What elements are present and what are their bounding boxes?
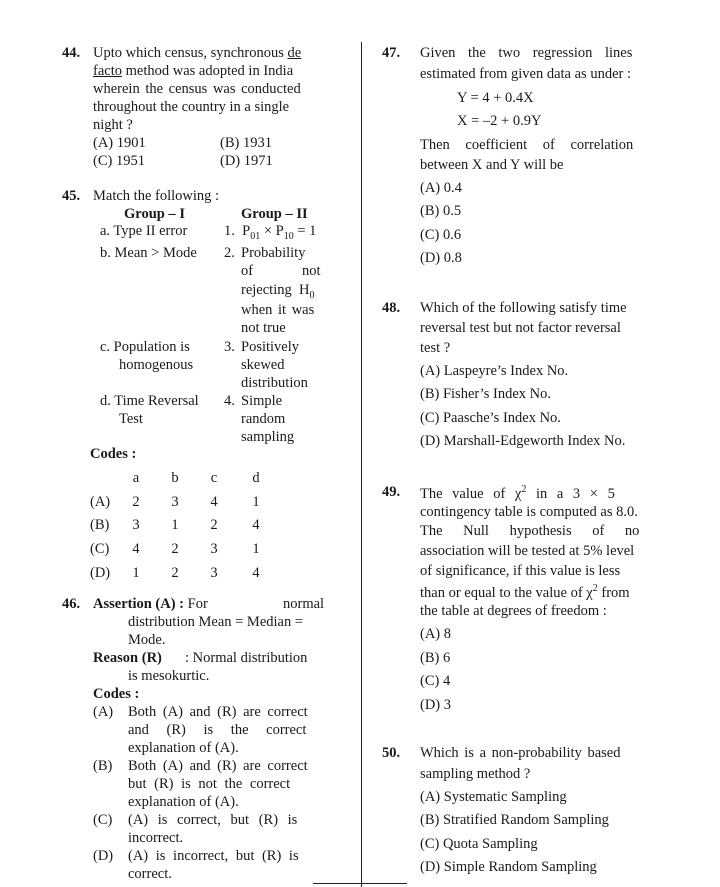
option-c-text: (A) is correct, but (R) is [128, 812, 298, 828]
group-1-item-c: homogenous [119, 357, 194, 373]
option-b-text: explanation of (A). [128, 794, 239, 810]
option-d[interactable]: (D) 3 [420, 697, 452, 713]
group-2-item-2: Probability [241, 245, 306, 261]
option-a[interactable]: (A) 8 [420, 626, 452, 642]
question-text: test ? [420, 340, 451, 356]
option-a-text: and (R) is the correct [128, 722, 307, 738]
code-option-d[interactable]: (D) [90, 565, 111, 581]
column-divider [361, 42, 362, 887]
question-text: of significance, if this value is less [420, 563, 621, 579]
code-header: c [210, 470, 218, 486]
question-text: Upto which census, synchronous de [93, 45, 302, 61]
option-b[interactable]: (B) Stratified Random Sampling [420, 812, 609, 828]
option-b[interactable]: (B) 1931 [220, 135, 272, 151]
code-cell: 2 [171, 541, 179, 557]
option-c[interactable]: (C) 1951 [93, 153, 145, 169]
question-text: Given the two regression lines [420, 45, 633, 61]
reason-text: is mesokurtic. [128, 668, 210, 684]
group-2-item-3: skewed [241, 357, 285, 373]
assertion-text: distribution Mean = Median = [128, 614, 304, 630]
option-d-text: (A) is incorrect, but (R) is [128, 848, 299, 864]
group-2-item-4-num: 4. [224, 393, 235, 409]
option-b[interactable]: (B) Fisher’s Index No. [420, 386, 552, 402]
group-1-item-d: Test [119, 411, 143, 427]
code-header: a [132, 470, 140, 486]
code-cell: 3 [210, 565, 218, 581]
question-text: wherein the census was conducted [93, 81, 301, 97]
group-1-item-a: a. Type II error [100, 223, 188, 239]
option-c[interactable]: (C) Quota Sampling [420, 836, 538, 852]
code-cell: 4 [132, 541, 140, 557]
question-number: 44. [62, 45, 81, 61]
group-2-item-4: sampling [241, 429, 295, 445]
question-text: Which of the following satisfy time [420, 300, 627, 316]
question-text: Then coefficient of correlation [420, 137, 634, 153]
option-a[interactable]: (A) Systematic Sampling [420, 789, 567, 805]
group-2-item-1: 1. $P_{01} \times P_{10} = 1$ [224, 223, 317, 242]
code-cell: 3 [210, 541, 218, 557]
assertion-text: Mode. [128, 632, 166, 648]
option-d[interactable]: (D) [93, 848, 114, 864]
option-d[interactable]: (D) Marshall-Edgeworth Index No. [420, 433, 626, 449]
option-d[interactable]: (D) Simple Random Sampling [420, 859, 597, 875]
codes-label: Codes : [93, 686, 140, 702]
option-b[interactable]: (B) 0.5 [420, 203, 462, 219]
footer-rule [313, 883, 407, 884]
option-c[interactable]: (C) 0.6 [420, 227, 462, 243]
group-2-item-4: Simple [241, 393, 283, 409]
option-d[interactable]: (D) 0.8 [420, 250, 462, 266]
option-b-text: Both (A) and (R) are correct [128, 758, 308, 774]
option-b-text: but (R) is not the correct [128, 776, 291, 792]
option-b[interactable]: (B) [93, 758, 113, 774]
option-a[interactable]: (A) [93, 704, 114, 720]
reason-label: Reason (R) [93, 650, 162, 666]
option-a[interactable]: (A) Laspeyre’s Index No. [420, 363, 569, 379]
question-number: 48. [382, 300, 401, 316]
question-text: throughout the country in a single [93, 99, 290, 115]
code-cell: 3 [132, 517, 140, 533]
question-number: 47. [382, 45, 401, 61]
option-a-text: explanation of (A). [128, 740, 239, 756]
equation-1: Y = 4 + 0.4X [457, 90, 534, 106]
equation-2: X = –2 + 0.9Y [457, 113, 542, 129]
question-text: sampling method ? [420, 766, 531, 782]
group-2-item-3-num: 3. [224, 339, 235, 355]
option-a-text: Both (A) and (R) are correct [128, 704, 308, 720]
question-number: 50. [382, 745, 401, 761]
group-2-item-4: random [241, 411, 286, 427]
question-text: Match the following : [93, 188, 220, 204]
codes-label: Codes : [90, 446, 137, 462]
reason-text: : Normal distribution [185, 650, 308, 666]
question-text: than or equal to the value of $\chi^2$ from [420, 583, 630, 601]
code-cell: 1 [252, 541, 260, 557]
group-1-header: Group – I [124, 206, 185, 222]
option-d-text: correct. [128, 866, 172, 882]
group-1-item-c: c. Population is [100, 339, 190, 355]
option-c[interactable]: (C) [93, 812, 113, 828]
group-2-item-2: when it was [241, 302, 315, 318]
group-2-item-2: not true [241, 320, 286, 336]
group-1-item-b: b. Mean > Mode [100, 245, 197, 261]
group-2-item-2-num: 2. [224, 245, 235, 261]
code-cell: 1 [171, 517, 179, 533]
question-text: facto method was adopted in India [93, 63, 294, 79]
option-c[interactable]: (C) 4 [420, 673, 451, 689]
question-text: association will be tested at 5% level [420, 543, 635, 559]
question-number: 49. [382, 484, 401, 500]
question-text: night ? [93, 117, 133, 133]
question-text: The Null hypothesis of no [420, 523, 640, 539]
code-option-c[interactable]: (C) [90, 541, 110, 557]
assertion-text: normal [283, 596, 325, 612]
question-text: The value of $\chi^2$ in a 3 × 5 [420, 484, 615, 502]
code-cell: 2 [171, 565, 179, 581]
option-c-text: incorrect. [128, 830, 184, 846]
group-2-item-2: rejecting $H_0$ [241, 282, 315, 301]
question-text: contingency table is computed as 8.0. [420, 504, 638, 520]
group-2-item-2: of [241, 263, 254, 279]
question-text: estimated from given data as under : [420, 66, 631, 82]
code-cell: 4 [252, 565, 260, 581]
question-number: 46. [62, 596, 81, 612]
code-option-b[interactable]: (B) [90, 517, 110, 533]
code-cell: 1 [132, 565, 140, 581]
option-d[interactable]: (D) 1971 [220, 153, 273, 169]
option-a[interactable]: (A) 1901 [93, 135, 146, 151]
group-2-item-2: not [302, 263, 321, 279]
option-b[interactable]: (B) 6 [420, 650, 451, 666]
question-text: the table at degrees of freedom : [420, 603, 607, 619]
group-2-item-3: Positively [241, 339, 300, 355]
group-2-header: Group – II [241, 206, 308, 222]
code-cell: 2 [210, 517, 218, 533]
group-2-item-3: distribution [241, 375, 308, 391]
code-cell: 4 [252, 517, 260, 533]
code-cell: 2 [132, 494, 140, 510]
code-option-a[interactable]: (A) [90, 494, 111, 510]
code-header: b [171, 470, 179, 486]
question-text: Which is a non-probability based [420, 745, 621, 761]
question-text: between X and Y will be [420, 157, 564, 173]
code-cell: 3 [171, 494, 179, 510]
question-number: 45. [62, 188, 81, 204]
code-cell: 1 [252, 494, 260, 510]
assertion-text: Assertion (A) : For [93, 596, 208, 612]
option-c[interactable]: (C) Paasche’s Index No. [420, 410, 561, 426]
option-a[interactable]: (A) 0.4 [420, 180, 462, 196]
group-1-item-d: d. Time Reversal [100, 393, 199, 409]
question-text: reversal test but not factor reversal [420, 320, 621, 336]
code-cell: 4 [210, 494, 218, 510]
code-header: d [252, 470, 260, 486]
